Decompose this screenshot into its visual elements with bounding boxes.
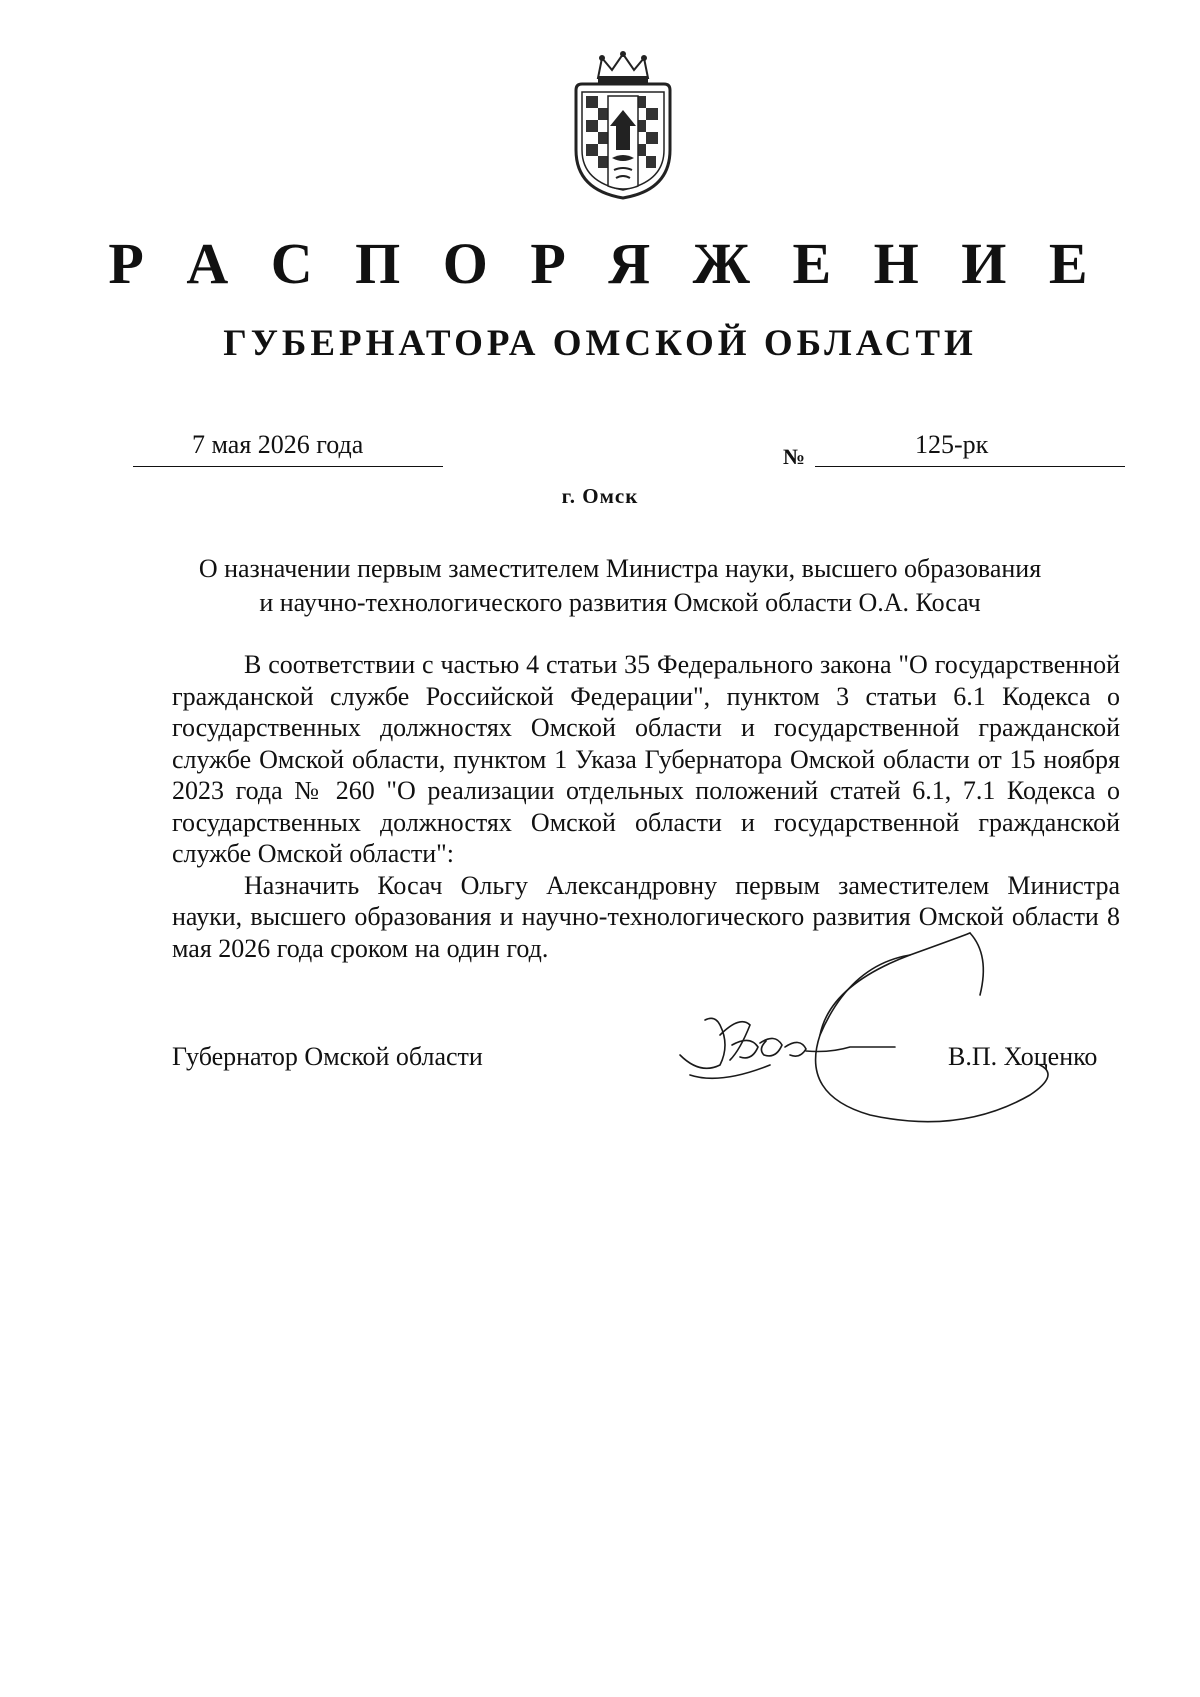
signatory-name: В.П. Хоценко <box>948 1042 1098 1071</box>
body-paragraph-1: В соответствии с частью 4 статьи 35 Федерального закона "О государственной гражданской службе Российской Федерации", пунктом 3 статьи 6.1 Кодекса о государственных должностях Омской области и государственной гражданской службе Омской области, пунктом 1 Указа Губернатора Омской области от 15 ноября 2023 года № 260 "О реализации отдельных положений статей 6.1, 7.1 Кодекса о государственных должностях Омской области и государственной гражданской службе Омской области": <box>172 650 1120 868</box>
document-subject <box>150 552 1090 620</box>
subject-line-2: и научно-технологического развития Омской области О.А. Косач <box>259 588 981 617</box>
subject-line-1: О назначении первым заместителем Министра науки, высшего образования <box>198 554 1042 583</box>
document-date: 7 мая 2026 года <box>192 430 364 459</box>
document-body <box>172 649 1120 964</box>
document-number: 125-рк <box>915 430 989 459</box>
signatory-role: Губернатор Омской области <box>172 1042 483 1071</box>
coat-of-arms-icon <box>568 50 678 200</box>
handwritten-signature <box>660 925 1080 1155</box>
body-paragraph-2: Назначить Косач Ольгу Александровну первым заместителем Министра науки, высшего образования и научно-технологического развития Омской области 8 мая 2026 года сроком на один год. <box>172 870 1120 963</box>
document-subtitle: ГУБЕРНАТОРА ОМСКОЙ ОБЛАСТИ <box>223 323 977 364</box>
number-sign: № <box>783 444 806 469</box>
document-title: Р А С П О Р Я Ж Е Н И Е <box>108 231 1102 296</box>
document-city: г. Омск <box>561 484 639 508</box>
